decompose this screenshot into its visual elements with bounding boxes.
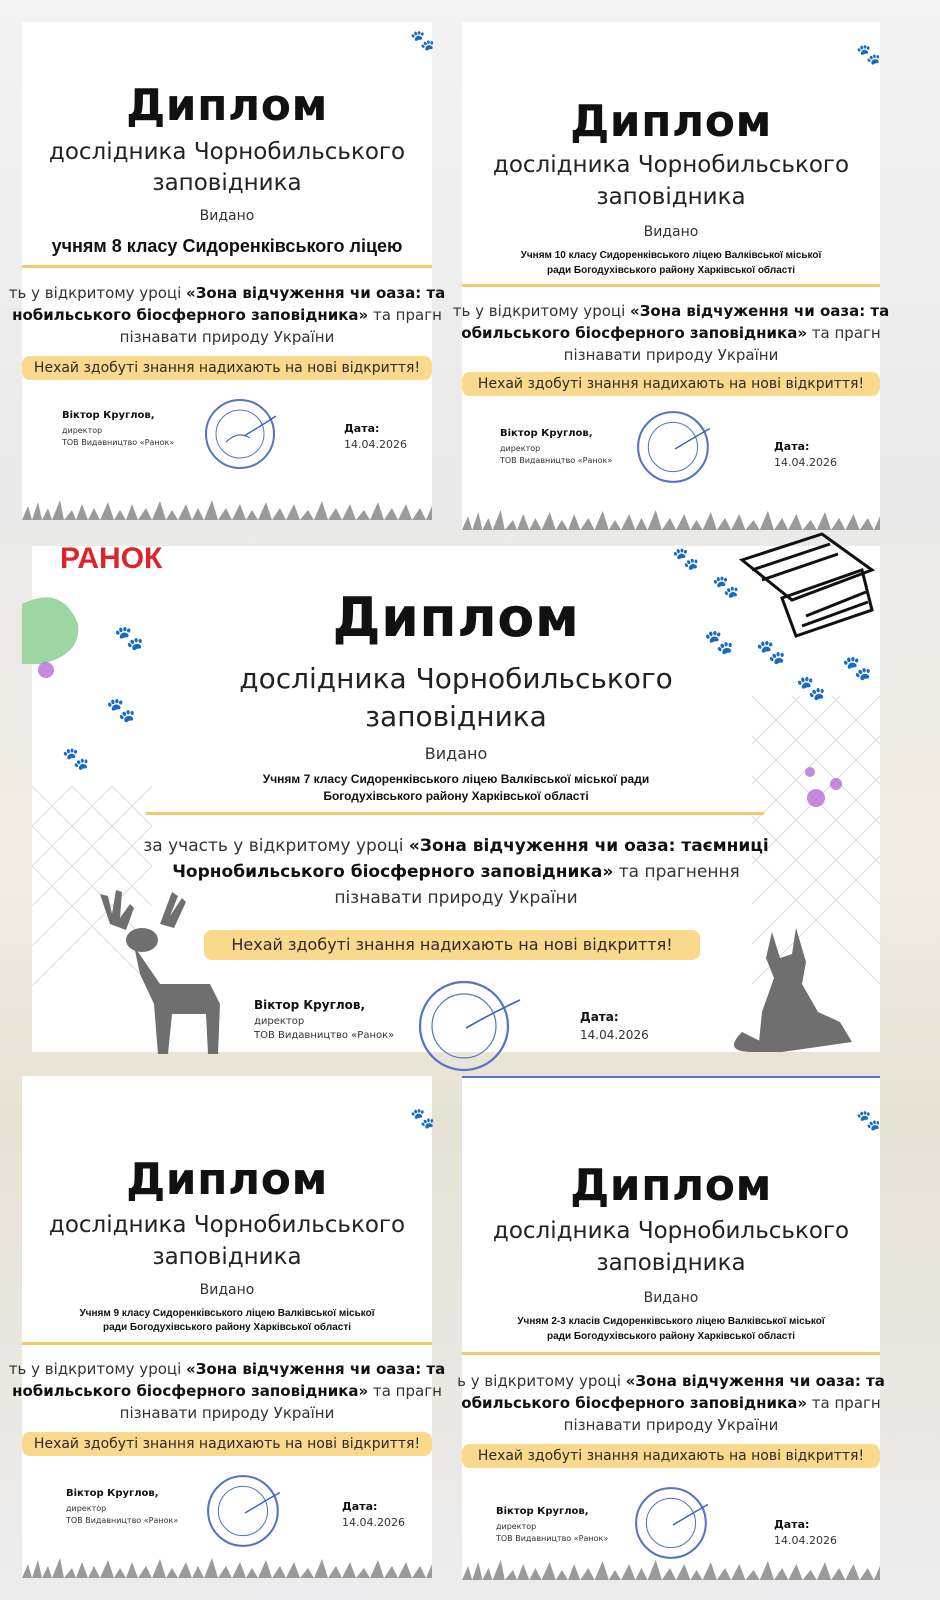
participation-prefix: ть у відкритому уроці [8, 1360, 187, 1378]
participation-line3: пізнавати природу України [334, 888, 578, 908]
signer-role: директор [500, 444, 541, 453]
motto-banner: Нехай здобуті знання надихають на нові відкриття! [462, 372, 880, 396]
diploma-title: Диплом [126, 1154, 328, 1205]
recipient-line2: Богодухівського району Харківської області [323, 789, 589, 803]
participation-line1 [402, 302, 940, 320]
participation-reserve-name: обильського біосферного заповідника» [461, 1394, 808, 1412]
divider-rule [462, 284, 880, 287]
signer-name: Віктор Круглов, [500, 428, 593, 439]
signer-org: ТОВ Видавництво «Ранок» [66, 1516, 179, 1525]
participation-lesson-title: «Зона відчуження чи оаза: та [186, 284, 446, 302]
motto-banner: Нехай здобуті знання надихають на нові відкриття! [462, 1444, 880, 1468]
grass-decoration [462, 508, 880, 530]
date-value: 14.04.2026 [344, 438, 407, 451]
paw-print-icon: 🐾 [842, 655, 872, 682]
participation-line1 [32, 836, 880, 856]
date-label: Дата: [580, 1010, 619, 1024]
signer-org: ТОВ Видавництво «Ранок» [496, 1534, 609, 1543]
signer-role: директор [62, 426, 103, 435]
publisher-logo: РАНОК [60, 542, 163, 575]
paw-print-icon: 🐾 [856, 44, 881, 66]
grass-decoration [462, 1558, 880, 1580]
participation-prefix: ть у відкритому уроці [8, 284, 187, 302]
date-value: 14.04.2026 [342, 1516, 405, 1529]
signer-role: директор [66, 1504, 107, 1513]
signer-role: директор [254, 1016, 305, 1027]
motto-banner: Нехай здобуті знання надихають на нові відкриття! [22, 356, 432, 380]
paw-print-icon: 🐾 [114, 625, 144, 652]
diploma-card-10-class [452, 22, 890, 530]
participation-reserve-name: обильського біосферного заповідника» [461, 324, 808, 342]
paw-print-icon: 🐾 [62, 746, 90, 771]
diploma-title: Диплом [570, 96, 772, 147]
paw-print-icon: 🐾 [712, 574, 740, 599]
paw-print-icon: 🐾 [704, 629, 734, 656]
diploma-subtitle-line2: заповідника [152, 170, 302, 196]
signer-name: Віктор Круглов, [66, 1488, 159, 1499]
participation-line3: пізнавати природу України [119, 1404, 335, 1422]
participation-prefix: ть у відкритому уроці [452, 302, 631, 320]
participation-line1 [402, 1372, 940, 1390]
participation-line1 [0, 284, 492, 302]
diploma-subtitle-line1: дослідника Чорнобильського [48, 1212, 406, 1238]
paw-print-icon: 🐾 [672, 546, 700, 571]
recipient-line2: ради Богодухівського району Харківської області [546, 1331, 796, 1342]
diploma-subtitle-line2: заповідника [596, 1250, 746, 1276]
diploma-subtitle-line2: заповідника [365, 700, 547, 733]
recipient-line1: Учням 9 класу Сидоренківського ліцею Валківської міської [79, 1308, 375, 1319]
issued-label: Видано [643, 1290, 699, 1306]
participation-line3: пізнавати природу України [563, 346, 779, 364]
participation-lesson-title: «Зона відчуження чи оаза: та [625, 1372, 885, 1390]
participation-reserve-name: нобильського біосферного заповідника» [12, 306, 369, 324]
issued-label: Видано [199, 1282, 255, 1298]
divider-rule [22, 1342, 432, 1345]
diploma-card-2-3-class [457, 1076, 885, 1580]
grass-decoration [22, 498, 432, 520]
stamp-seal-icon [416, 976, 526, 1066]
date-label: Дата: [344, 422, 380, 435]
date-label: Дата: [342, 1500, 378, 1513]
participation-rest: та прагн [368, 1382, 442, 1400]
diploma-title: Диплом [126, 80, 328, 131]
paw-print-icon: 🐾 [796, 675, 826, 702]
diploma-card-9-class [8, 1076, 446, 1578]
signer-name: Віктор Круглов, [254, 998, 366, 1012]
stamp-seal-icon [634, 406, 716, 488]
recipient-line1: учням 8 класу Сидоренківського ліцею [51, 236, 403, 256]
motto-banner: Нехай здобуті знання надихають на нові відкриття! [204, 930, 700, 960]
date-value: 14.04.2026 [580, 1028, 649, 1042]
date-value: 14.04.2026 [774, 1534, 837, 1547]
issued-label: Видано [424, 744, 488, 763]
diploma-subtitle-line1: дослідника Чорнобильського [48, 139, 406, 165]
recipient-line1: Учням 2-3 класів Сидоренківського ліцею Валківської міської [517, 1316, 825, 1327]
signer-name: Віктор Круглов, [496, 1506, 589, 1517]
date-value: 14.04.2026 [774, 456, 837, 469]
stamp-seal-icon [204, 394, 284, 474]
issued-label: Видано [643, 224, 699, 240]
participation-rest: та прагн [807, 1394, 881, 1412]
diploma-title: Диплом [570, 1160, 772, 1211]
participation-rest: та прагн [807, 324, 881, 342]
participation-lesson-title: «Зона відчуження чи оаза: та [630, 302, 890, 320]
diploma-card-7-class [32, 542, 880, 1052]
paw-print-icon: 🐾 [756, 639, 786, 666]
participation-reserve-name: Чорнобильського біосферного заповідника» [172, 862, 614, 882]
recipient-line2: ради Богодухівського району Харківської області [102, 1322, 352, 1333]
participation-line2 [32, 862, 880, 882]
diploma-subtitle-line1: дослідника Чорнобильського [492, 1218, 850, 1244]
fox-illustration [722, 922, 862, 1052]
paw-print-icon: 🐾 [410, 30, 435, 52]
issued-label: Видано [199, 208, 255, 224]
participation-prefix: за участь у відкритому уроці [143, 836, 409, 856]
recipient-line2: ради Богодухівського району Харківської області [546, 265, 796, 276]
participation-line3: пізнавати природу України [563, 1416, 779, 1434]
diploma-subtitle-line1: дослідника Чорнобильського [239, 662, 673, 695]
deer-illustration [90, 884, 240, 1054]
participation-reserve-name: нобильського біосферного заповідника» [12, 1382, 369, 1400]
stamp-seal-icon [204, 1470, 286, 1552]
stamp-seal-icon [632, 1482, 714, 1564]
divider-rule [22, 265, 432, 268]
participation-lesson-title: «Зона відчуження чи оаза: таємниці [408, 836, 769, 856]
paw-print-icon: 🐾 [856, 1110, 881, 1132]
participation-lesson-title: «Зона відчуження чи оаза: та [186, 1360, 446, 1378]
paw-print-icon: 🐾 [106, 697, 136, 724]
diploma-card-8-class [8, 22, 446, 520]
participation-rest: та прагн [368, 306, 442, 324]
participation-prefix: ь у відкритому уроці [457, 1372, 626, 1390]
signer-org: ТОВ Видавництво «Ранок» [254, 1030, 395, 1041]
recipient-line1: Учням 10 класу Сидоренківського ліцею Валківської міської [520, 250, 822, 261]
diploma-title: Диплом [332, 586, 580, 649]
date-label: Дата: [774, 440, 810, 453]
signer-org: ТОВ Видавництво «Ранок» [500, 456, 613, 465]
divider-rule [462, 1352, 880, 1355]
participation-line2 [402, 1394, 940, 1412]
grass-decoration [22, 1556, 432, 1578]
paw-print-icon: 🐾 [410, 1108, 435, 1130]
diploma-subtitle-line1: дослідника Чорнобильського [492, 152, 850, 178]
divider-rule [146, 812, 764, 815]
motto-banner: Нехай здобуті знання надихають на нові відкриття! [22, 1432, 432, 1456]
signer-role: директор [496, 1522, 537, 1531]
participation-line3: пізнавати природу України [119, 328, 335, 346]
diploma-subtitle-line2: заповідника [596, 184, 746, 210]
recipient-line1: Учням 7 класу Сидоренківського ліцею Валківської міської ради [262, 772, 650, 786]
signer-org: ТОВ Видавництво «Ранок» [62, 438, 175, 447]
participation-rest: та прагнення [613, 862, 740, 882]
diploma-subtitle-line2: заповідника [152, 1244, 302, 1270]
participation-line2 [402, 324, 940, 342]
signer-name: Віктор Круглов, [62, 410, 155, 421]
date-label: Дата: [774, 1518, 810, 1531]
